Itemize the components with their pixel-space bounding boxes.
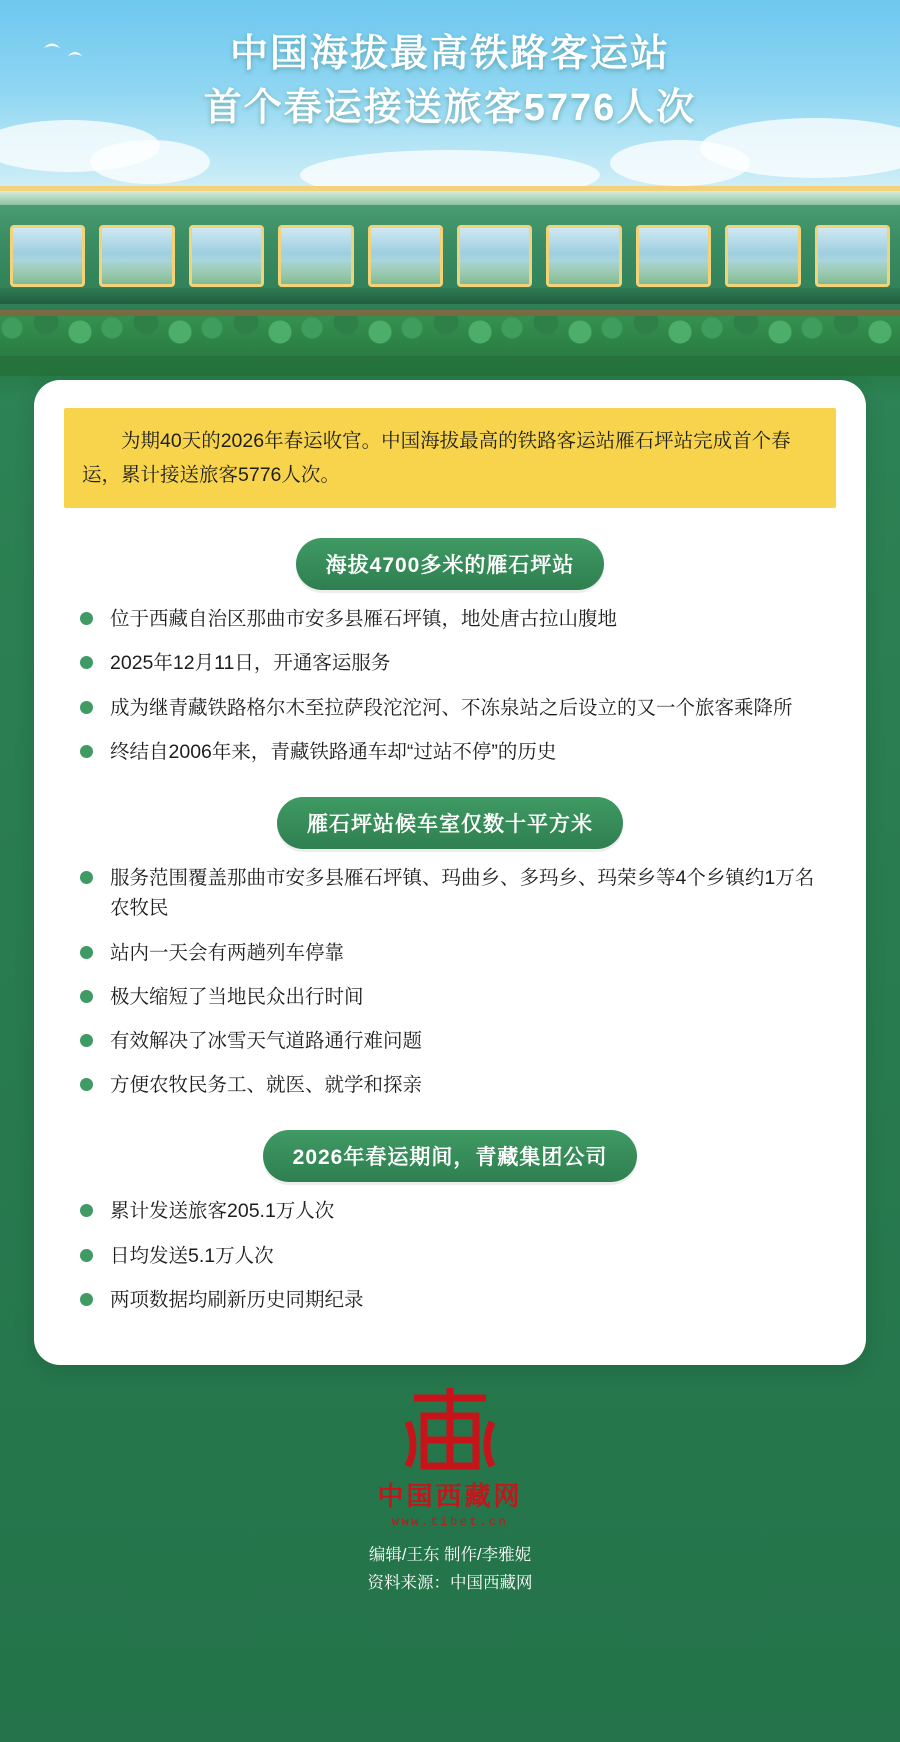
credit-line-2: 资料来源：中国西藏网 (367, 1574, 533, 1593)
section-pill: 2026年春运期间，青藏集团公司 (263, 1130, 638, 1182)
list-item: 终结自2006年来，青藏铁路通车却“过站不停”的历史 (78, 737, 832, 767)
section-pill: 雁石坪站候车室仅数十平方米 (277, 797, 623, 849)
section-list-1 (64, 604, 836, 767)
train-skirt (0, 288, 900, 304)
cloud-shape (610, 140, 750, 186)
list-item: 站内一天会有两趟列车停靠 (78, 938, 832, 968)
section-pill: 海拔4700多米的雁石坪站 (296, 538, 605, 590)
lead-paragraph: 为期40天的2026年春运收官。中国海拔最高的铁路客运站雁石坪站完成首个春运，累计接送旅客5776人次。 (64, 408, 836, 508)
train-windows (10, 225, 890, 287)
credit-block (0, 1541, 900, 1597)
train-window (546, 225, 621, 287)
site-name: 中国西藏网 (377, 1481, 523, 1511)
list-item: 服务范围覆盖那曲市安多县雁石坪镇、玛曲乡、多玛乡、玛荣乡等4个乡镇约1万名农牧民 (78, 863, 832, 923)
list-item: 有效解决了冰雪天气道路通行难问题 (78, 1026, 832, 1056)
section-heading-1 (64, 538, 836, 590)
list-item: 成为继青藏铁路格尔木至拉萨段沱沱河、不冻泉站之后设立的又一个旅客乘降所 (78, 693, 832, 723)
train-window (99, 225, 174, 287)
list-item: 方便农牧民务工、就医、就学和探亲 (78, 1070, 832, 1100)
tibet-logo-icon (390, 1382, 510, 1474)
train-window (368, 225, 443, 287)
train-window (278, 225, 353, 287)
train-window (457, 225, 532, 287)
train-window (189, 225, 264, 287)
train-window (636, 225, 711, 287)
section-heading-2 (64, 797, 836, 849)
list-item: 两项数据均刷新历史同期纪录 (78, 1285, 832, 1315)
list-item: 累计发送旅客205.1万人次 (78, 1196, 832, 1226)
train-window (10, 225, 85, 287)
cloud-shape (90, 140, 210, 184)
section-heading-3 (64, 1130, 836, 1182)
site-url: www.tibet.cn (391, 1515, 509, 1529)
list-item: 2025年12月11日，开通客运服务 (78, 648, 832, 678)
content-card (34, 380, 866, 1365)
title-line-2: 首个春运接送旅客5776人次 (203, 86, 697, 129)
list-item: 日均发送5.1万人次 (78, 1241, 832, 1271)
section-list-3 (64, 1196, 836, 1315)
footer (0, 1382, 900, 1597)
list-item: 极大缩短了当地民众出行时间 (78, 982, 832, 1012)
train-window (815, 225, 890, 287)
train-roof (0, 191, 900, 205)
page-title (0, 28, 900, 136)
train-window (725, 225, 800, 287)
train-illustration (0, 186, 900, 316)
list-item: 位于西藏自治区那曲市安多县雁石坪镇，地处唐古拉山腹地 (78, 604, 832, 634)
credit-line-1: 编辑/王东 制作/李雅妮 (368, 1546, 532, 1564)
title-line-1: 中国海拔最高铁路客运站 (229, 33, 670, 75)
section-list-2 (64, 863, 836, 1100)
